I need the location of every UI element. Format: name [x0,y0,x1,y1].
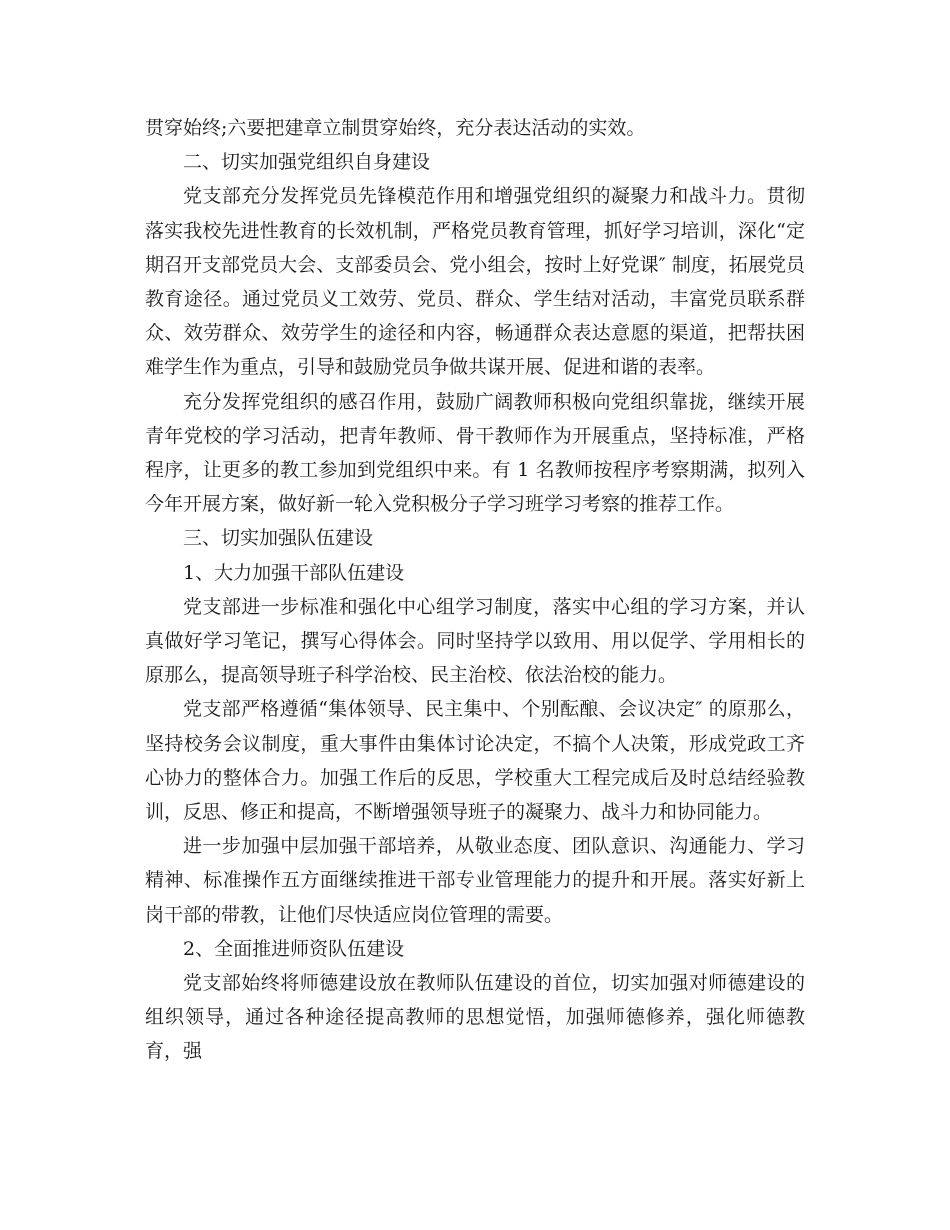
subsection-heading: 1、大力加强干部队伍建设 [183,561,405,584]
paragraph: 党支部始终将师德建设放在教师队伍建设的首位，切实加强对师德建设的组织领导，通过各种途径提高教师的思想觉悟，加强师德修养，强化师德教育，强 [145,972,805,1063]
subsection-heading: 2、全面推进师资队伍建设 [183,937,405,960]
paragraph: 充分发挥党组织的感召作用，鼓励广阔教师积极向党组织靠拢，继续开展青年党校的学习活动，把青年教师、骨干教师作为开展重点，坚持标准，严格程序，让更多的教工参加到党组织中来。有 1 名教师按程序考察期满，拟列入今年开展方案，做好新一轮入党积极分子学习班学习考察的推荐工作。 [145,390,805,516]
section-heading: 二、切实加强党组织自身建设 [183,151,431,174]
document-body [145,111,805,1069]
section-heading: 三、切实加强队伍建设 [183,527,374,550]
paragraph: 党支部进一步标准和强化中心组学习制度，落实中心组的学习方案，并认真做好学习笔记，撰写心得体会。同时坚持学以致用、用以促学、学用相长的原那么，提高领导班子科学治校、民主治校、依法治校的能力。 [145,595,805,687]
paragraph: 贯穿始终;六要把建章立制贯穿始终，充分表达活动的实效。 [145,117,646,139]
paragraph: 进一步加强中层加强干部培养，从敬业态度、团队意识、沟通能力、学习精神、标准操作五方面继续推进干部专业管理能力的提升和开展。落实好新上岗干部的带教，让他们尽快适应岗位管理的需要。 [145,835,805,926]
paragraph: 党支部严格遵循“集体领导、民主集中、个别酝酿、会议决定″ 的原那么，坚持校务会议制度，重大事件由集体讨论决定，不搞个人决策，形成党政工齐心协力的整体合力。加强工作后的反思，学校重大工程完成后及时总结经验教训，反思、修正和提高，不断增强领导班子的凝聚力、战斗力和协同能力。 [145,698,805,824]
paragraph: 党支部充分发挥党员先锋模范作用和增强党组织的凝聚力和战斗力。贯彻落实我校先进性教育的长效机制，严格党员教育管理，抓好学习培训，深化“定期召开支部党员大会、支部委员会、党小组会，按时上好党课″ 制度，拓展党员教育途径。通过党员义工效劳、党员、群众、学生结对活动，丰富党员联系群众、效劳群众、效劳学生的途径和内容，畅通群众表达意愿的渠道，把帮扶困难学生作为重点，引导和鼓励党员争做共谋开展、促进和谐的表率。 [145,185,805,379]
